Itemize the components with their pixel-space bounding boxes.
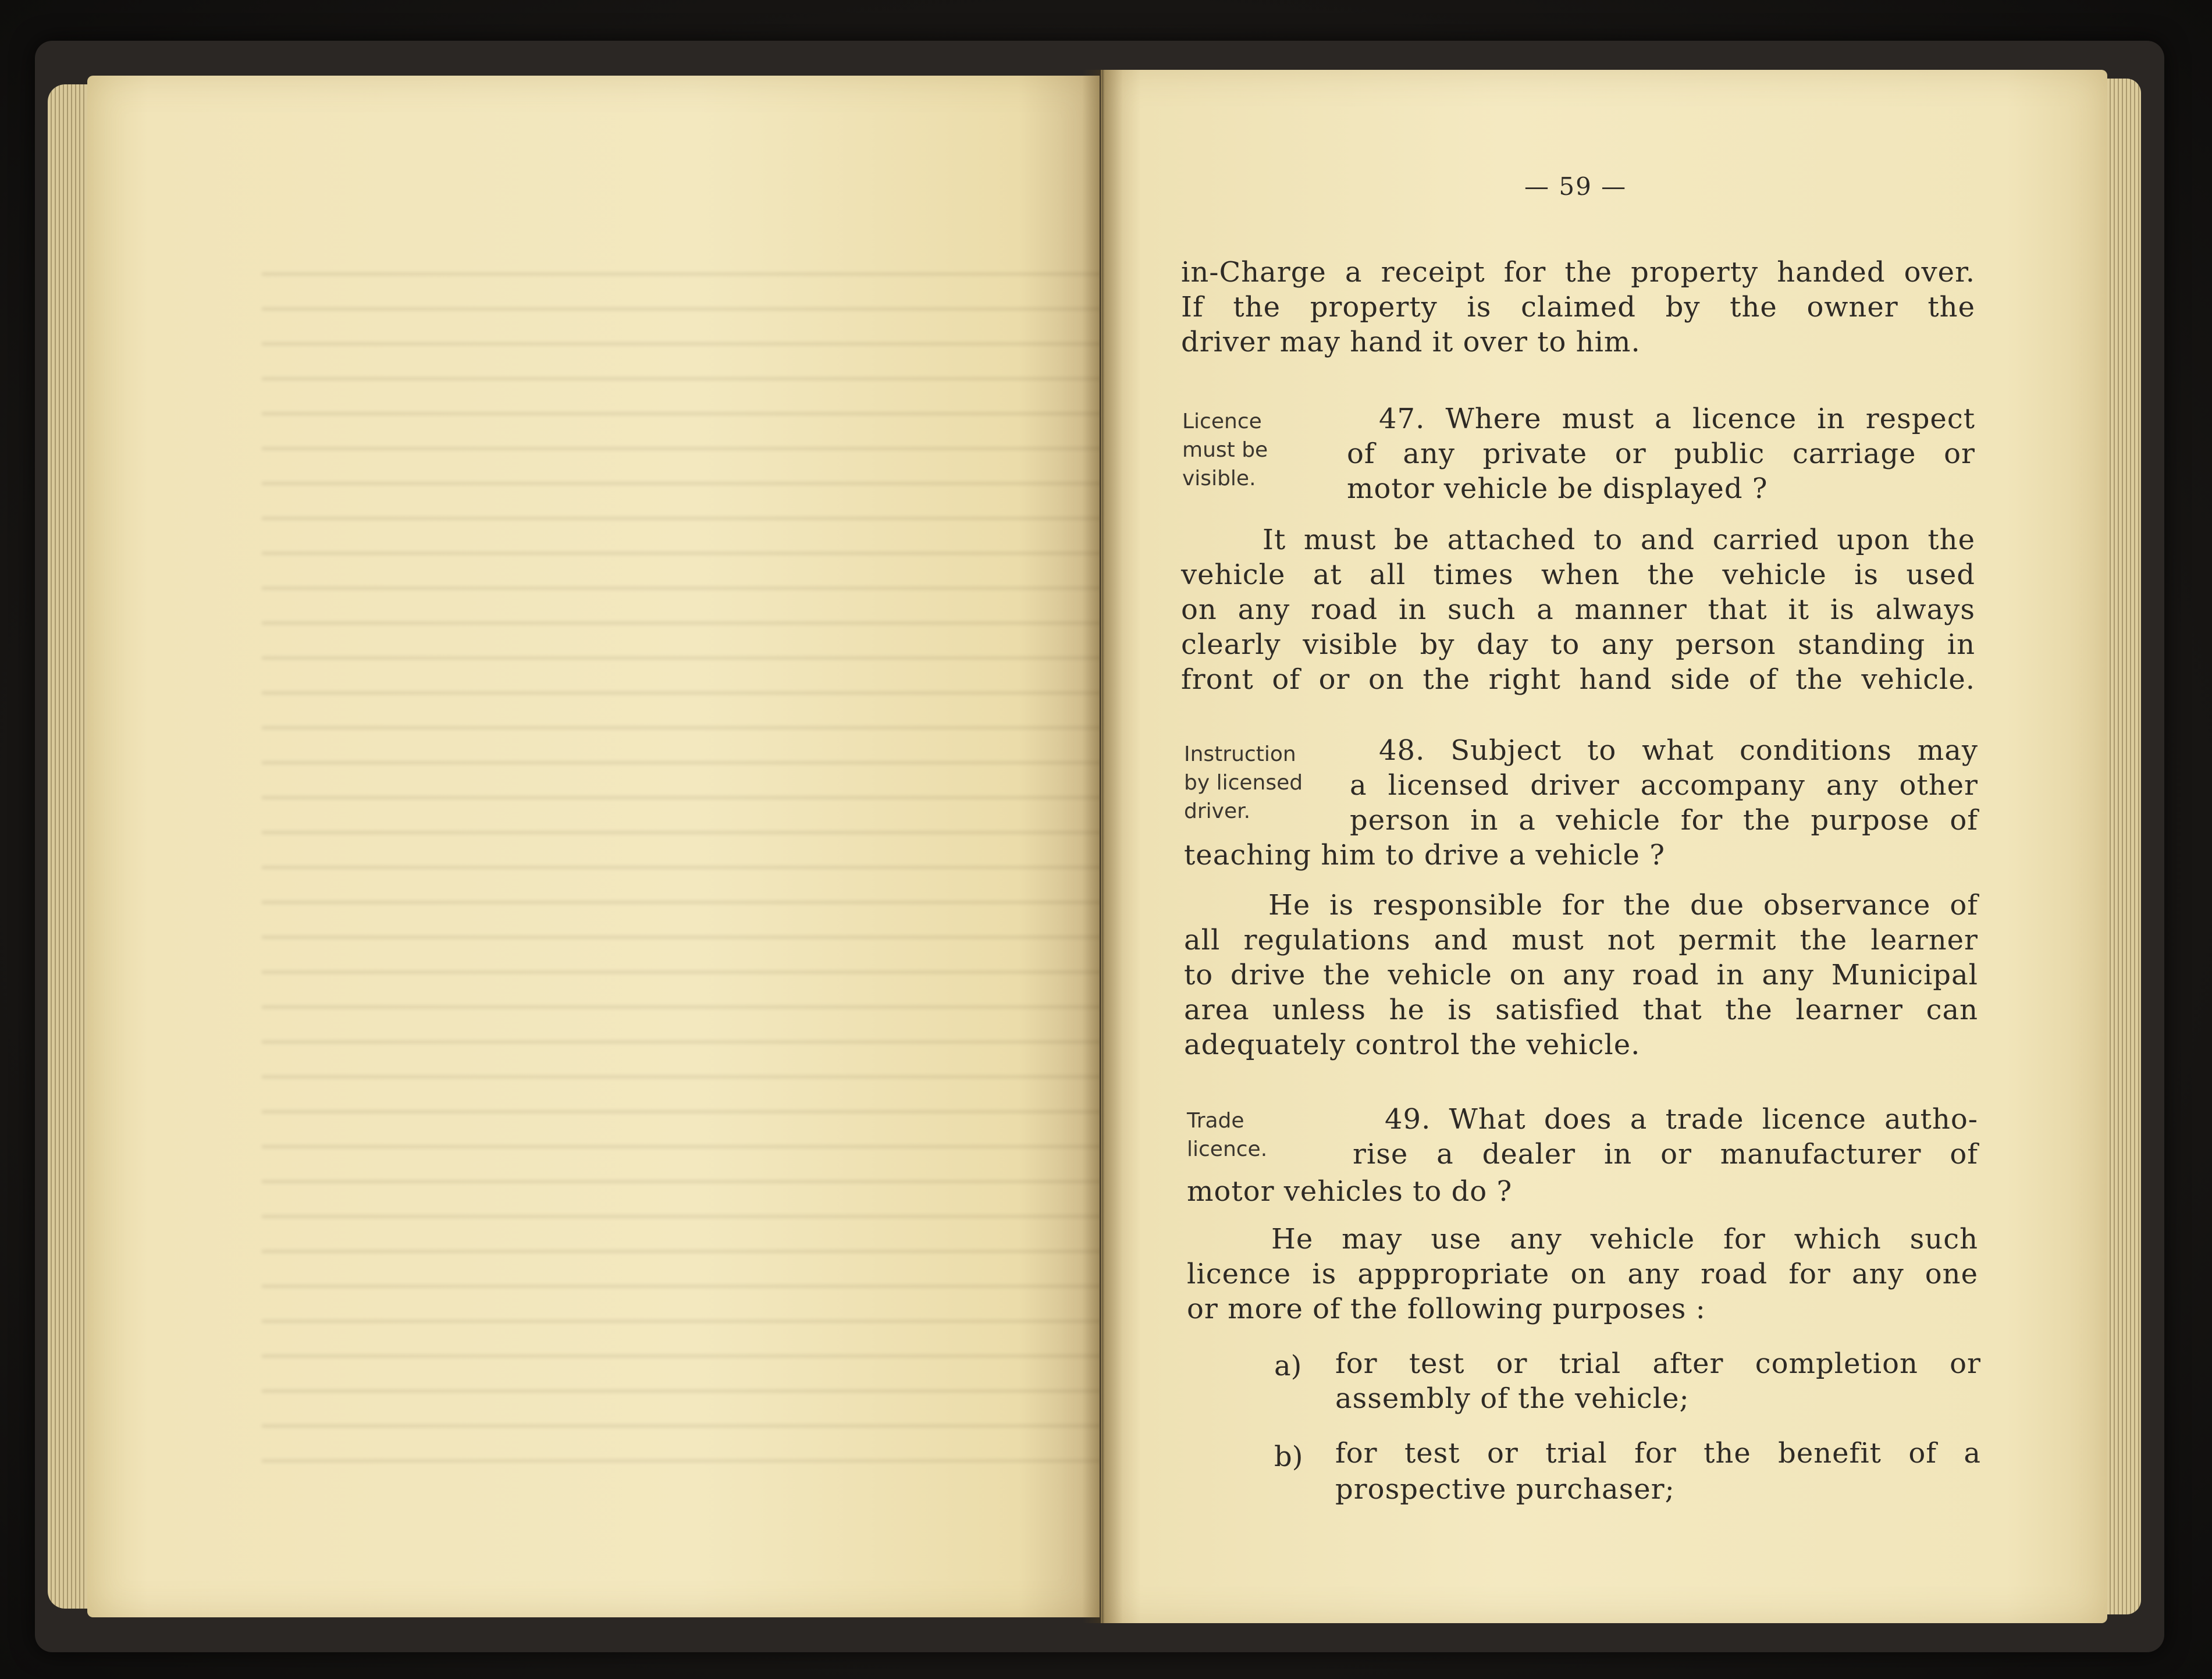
list-marker-a: a) [1274, 1350, 1302, 1382]
left-page [87, 76, 1100, 1617]
margin-note-trade-licence [1187, 1107, 1327, 1164]
margin-note-licence-visible [1182, 407, 1322, 493]
margin-note-line: Trade [1187, 1109, 1244, 1133]
page-number: — 59 — [1524, 172, 1627, 201]
question-49: 49. What does a trade licence autho- [1385, 1103, 1978, 1136]
answer-line: or more of the following purposes : [1187, 1293, 1706, 1325]
answer-line: on any road in such a manner that it is always [1181, 593, 1975, 626]
answer-line: licence is apppropriate on any road for any one [1187, 1258, 1978, 1290]
question-line: motor vehicle be displayed ? [1347, 472, 1768, 505]
question-line: motor vehicles to do ? [1187, 1175, 1513, 1208]
margin-note-line: Instruction [1184, 742, 1296, 766]
answer-line: front of or on the right hand side of the vehicle. [1181, 663, 1975, 696]
margin-note-line: driver. [1184, 799, 1251, 823]
margin-note-line: visible. [1182, 467, 1256, 490]
question-48: 48. Subject to what conditions may [1379, 734, 1978, 767]
list-item-b-line: for test or trial for the benefit of a [1335, 1437, 1981, 1470]
margin-note-line: must be [1182, 438, 1268, 462]
answer-line: to drive the vehicle on any road in any Municipal [1184, 959, 1978, 991]
answer-line: vehicle at all times when the vehicle is used [1181, 559, 1975, 591]
bleed-through-text [262, 250, 1105, 1472]
list-item-a-line: assembly of the vehicle; [1335, 1382, 1690, 1415]
text-line: in-Charge a receipt for the property handed over. [1181, 256, 1975, 289]
margin-note-instruction [1184, 740, 1324, 826]
text-line: If the property is claimed by the owner the [1181, 291, 1975, 323]
answer-line: adequately control the vehicle. [1184, 1029, 1641, 1061]
question-line: person in a vehicle for the purpose of [1350, 804, 1978, 837]
question-line: of any private or public carriage or [1347, 437, 1975, 470]
question-line: rise a dealer in or manufacturer of [1353, 1138, 1978, 1171]
answer-line: area unless he is satisfied that the learner can [1184, 994, 1978, 1026]
list-marker-b: b) [1274, 1440, 1303, 1473]
book-gutter [1082, 70, 1123, 1623]
question-line: teaching him to drive a vehicle ? [1184, 839, 1665, 871]
margin-note-line: Licence [1182, 410, 1262, 433]
question-line: a licensed driver accompany any other [1350, 769, 1978, 802]
answer-line: He may use any vehicle for which such [1271, 1223, 1978, 1255]
list-item-b-line: prospective purchaser; [1335, 1473, 1675, 1506]
answer-line: clearly visible by day to any person standing in [1181, 628, 1975, 661]
margin-note-line: by licensed [1184, 771, 1303, 795]
margin-note-line: licence. [1187, 1137, 1268, 1161]
list-item-a-line: for test or trial after completion or [1335, 1347, 1981, 1380]
answer-line: It must be attached to and carried upon the [1263, 524, 1975, 556]
question-47: 47. Where must a licence in respect [1379, 403, 1975, 435]
answer-line: He is responsible for the due observance of [1268, 889, 1978, 922]
text-line: driver may hand it over to him. [1181, 326, 1641, 358]
answer-line: all regulations and must not permit the learner [1184, 924, 1978, 956]
